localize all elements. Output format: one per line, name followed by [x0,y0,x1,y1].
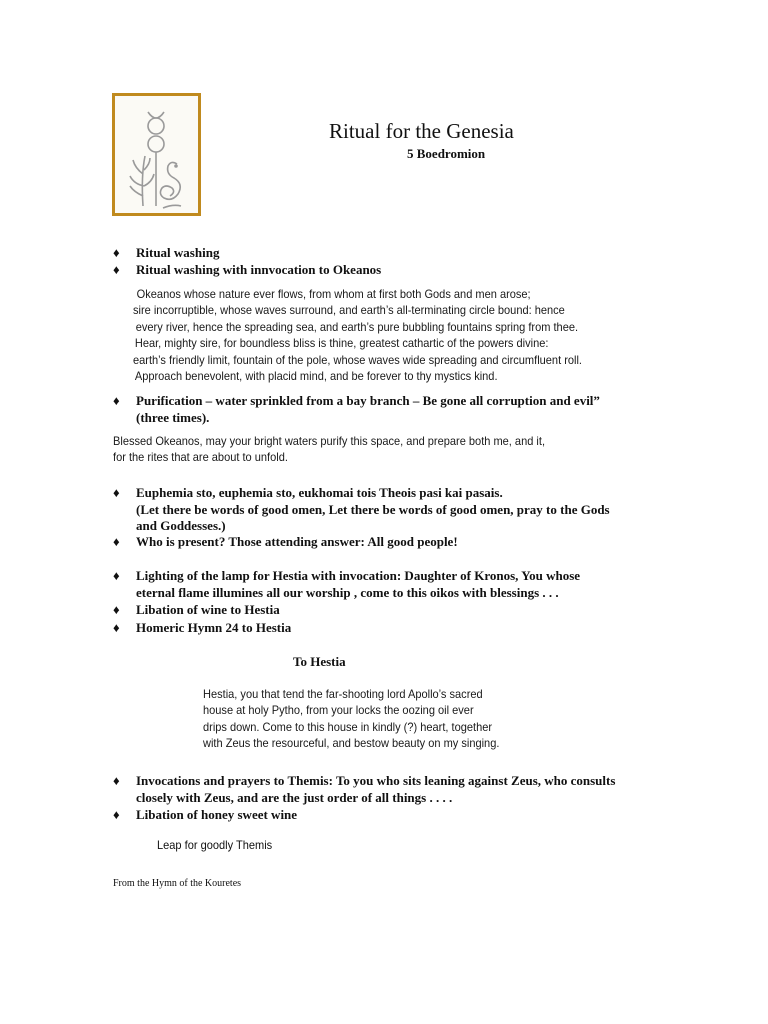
bullet-icon: ♦ [113,485,120,500]
bullet-icon: ♦ [113,807,120,822]
list-item [113,620,291,637]
staff-and-serpent-icon [119,100,197,212]
bullet-icon: ♦ [113,534,120,549]
hymn-line: earth’s friendly limit, fountain of the pole, whose waves wide spreading and circumfluent roll. [133,352,583,367]
source-note: From the Hymn of the Kouretes [113,878,242,889]
list-item-text: Ritual washing [136,245,220,260]
hymn-line: house at holy Pytho, from your locks the oozing oil ever [203,703,474,718]
bullet-icon: ♦ [113,602,120,617]
list-item-text: Libation of wine to Hestia [136,602,280,617]
list-item [113,602,280,619]
bullet-icon: ♦ [113,262,120,277]
hymn-heading: To Hestia [293,654,346,669]
hymn-line: sire incorruptible, whose waves surround, and earth’s all-terminating circle bound: hence [133,303,565,318]
hymn-line: with Zeus the resourceful, and bestow beauty on my singing. [203,736,500,751]
list-item-text: Purification – water sprinkled from a bay branch – Be gone all corruption and evil” (three times). [136,393,600,425]
hymn-line: drips down. Come to this house in kindly (?) heart, together [203,719,493,734]
hymn-line: Approach benevolent, with placid mind, and be forever to thy mystics kind. [134,369,498,384]
hymn-line: Okeanos whose nature ever flows, from whom at first both Gods and men arose; [136,287,531,301]
list-item [113,534,458,551]
list-item-text: Who is present? Those attending answer: All good people! [136,534,458,549]
list-item-text: Lighting of the lamp for Hestia with invocation: Daughter of Kronos, You whose eternal flame illumines all our worship , come to this oikos with blessings . . . [136,568,581,600]
list-item [113,262,381,279]
list-item-euphemia [113,485,610,535]
bullet-icon: ♦ [113,773,120,788]
okeanos-hymn [133,286,582,384]
list-item-text: Ritual washing with innvocation to Okeanos [136,262,382,277]
list-item-text: Homeric Hymn 24 to Hestia [136,620,292,635]
hestia-hymn [203,686,499,752]
list-item-lamp [113,568,580,601]
hymn-line: Hestia, you that tend the far-shooting lord Apollo’s sacred [203,687,483,701]
list-item-text: Libation of honey sweet wine [136,807,298,822]
list-item-text: Euphemia sto, euphemia sto, eukhomai tois Theois pasi kai pasais. (Let there be words of good omen, Let there be words of good omen, pray to the Gods and Goddesses.) [136,485,610,534]
leap-line: Leap for goodly Themis [157,838,273,852]
list-item-text: Invocations and prayers to Themis: To you who sits leaning against Zeus, who consults closely with Zeus, and are the just order of all things . . . . [136,773,616,805]
page-subtitle: 5 Boedromion [407,146,486,161]
bullet-icon: ♦ [113,620,120,635]
bullet-icon: ♦ [113,245,120,260]
page-title: Ritual for the Genesia [329,119,514,143]
list-item [113,807,297,824]
emblem-logo [112,93,201,216]
blessing-line: Blessed Okeanos, may your bright waters purify this space, and prepare both me, and it, [113,434,546,448]
hymn-line: Hear, mighty sire, for boundless bliss is thine, greatest cathartic of the powers divine: [134,336,549,351]
hymn-line: every river, hence the spreading sea, and earth’s pure bubbling fountains spring from thee. [135,319,579,334]
blessing-line: for the rites that are about to unfold. [113,450,288,465]
list-item-purification [113,393,600,426]
blessing-paragraph [113,433,545,466]
list-item [113,245,219,262]
bullet-icon: ♦ [113,393,120,408]
bullet-icon: ♦ [113,568,120,583]
list-item-themis [113,773,615,806]
